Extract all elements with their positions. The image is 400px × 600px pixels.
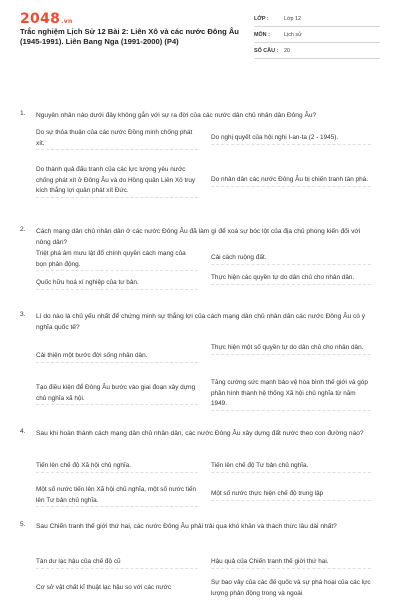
logo-main: 2048 xyxy=(20,11,61,27)
meta-label: SỐ CÂU : xyxy=(254,48,279,54)
question-text: Nguyên nhân nào dưới đây không gắn với sự ra đời của các nước dân chủ nhân dân Đông Âu? xyxy=(36,112,317,119)
question-number: 5. xyxy=(20,521,26,528)
answer-option[interactable]: Do thành quả đấu tranh của các lực lượng yêu nước chống phát xít ở Đông Âu và do Hồng quân Liên Xô truy kích thắng lợi quân phát xít Đức. xyxy=(36,165,198,198)
meta-label: LỚP : xyxy=(254,16,269,22)
question-text: Sau khi hoàn thành cách mạng dân chủ nhân dân, các nước Đông Âu xây dựng đất nước theo con đường nào? xyxy=(36,430,364,437)
answer-option[interactable]: Tăng cường sức mạnh bảo vệ hòa bình thế giới và góp phần hình thành hệ thống Xã hội chủ nghĩa từ năm 1949. xyxy=(211,378,371,411)
site-logo[interactable] xyxy=(20,11,73,27)
quiz-meta xyxy=(254,11,380,59)
meta-row-grade xyxy=(254,11,380,27)
answer-option[interactable]: Tiến lên chế độ Xã hội chủ nghĩa. xyxy=(36,461,198,473)
meta-value: Lịch sử xyxy=(284,32,302,38)
answer-option[interactable]: Quốc hữu hoá xí nghiệp của tư bản. xyxy=(36,278,198,290)
meta-value: 20 xyxy=(284,48,290,54)
answer-option[interactable]: Cải thiện một bước đời sống nhân dân. xyxy=(36,351,198,363)
answer-option[interactable]: Do nhân dân các nước Đông Âu bị chiến tranh tàn phá. xyxy=(211,175,371,187)
question-number: 1. xyxy=(20,110,26,117)
answer-option[interactable]: Cải cách ruộng đất. xyxy=(211,253,371,265)
question-number: 3. xyxy=(20,311,26,318)
answer-option[interactable]: Tiến lên chế độ Tư bản chủ nghĩa. xyxy=(211,461,371,473)
question-text: Lí do nào là chủ yếu nhất để chứng minh sự thắng lợi của cách mạng dân chủ nhân dân các nước Đông Âu có ý nghĩa quốc tế? xyxy=(36,313,366,331)
answer-option[interactable]: Một số nước thực hiện chế độ trung lập xyxy=(211,489,371,501)
question-number: 2. xyxy=(20,226,26,233)
answer-option[interactable]: Sự bao vây của các đế quốc và sự phá hoại của các lực lượng phản động trong và ngoài xyxy=(211,579,371,597)
answer-option[interactable]: Thực hiện một số quyền tự do dân chủ cho nhân dân. xyxy=(211,343,371,355)
answer-option[interactable]: Tàn dư lạc hậu của chế độ cũ xyxy=(36,557,198,569)
answer-option[interactable]: Triệt phá âm mưu lật đổ chính quyền cách mạng của bọn phản động. xyxy=(36,249,198,271)
answer-option[interactable]: Thực hiện các quyền tự do dân chủ cho nhân dân. xyxy=(211,273,371,285)
meta-row-count xyxy=(254,43,380,59)
answer-option[interactable]: Cơ sở vật chất kĩ thuật lạc hậu so với các nước xyxy=(36,584,172,591)
answer-option[interactable]: Hậu quả của Chiến tranh thế giới thứ hai. xyxy=(211,557,371,569)
page-title: Trắc nghiệm Lịch Sử 12 Bài 2: Liên Xô và các nước Đông Âu (1945-1991). Liên Bang Nga (1991-2000) (P4) xyxy=(20,27,239,47)
answer-option[interactable]: Tạo điều kiện để Đông Âu bước vào giai đoạn xây dựng chủ nghĩa xã hội. xyxy=(36,383,198,405)
answer-option[interactable]: Một số nước tiến lên Xã hội chủ nghĩa, một số nước tiến lên Tư bản chủ nghĩa. xyxy=(36,485,198,507)
answer-option[interactable]: Do sự thỏa thuận của các nước Đồng minh chống phát xít. xyxy=(36,128,198,150)
question-text: Cách mạng dân chủ nhân dân ở các nước Đông Âu đã làm gì để xoá sự bóc lột của địa chủ phong kiến đối với nông dân? xyxy=(36,228,361,246)
meta-value: Lớp 12 xyxy=(284,16,302,22)
question-number: 4. xyxy=(20,428,26,435)
meta-row-subject xyxy=(254,27,380,43)
logo-suffix: .vn xyxy=(61,18,73,25)
answer-option[interactable]: Do nghị quyết của hội nghị I-an-ta (2 - 1945). xyxy=(211,133,371,145)
question-text: Sau Chiến tranh thế giới thứ hai, các nước Đông Âu phải trải qua khó khăn và thách thức lâu dài nhất? xyxy=(36,523,337,530)
meta-label: MÔN : xyxy=(254,32,270,38)
page-header xyxy=(0,0,400,66)
